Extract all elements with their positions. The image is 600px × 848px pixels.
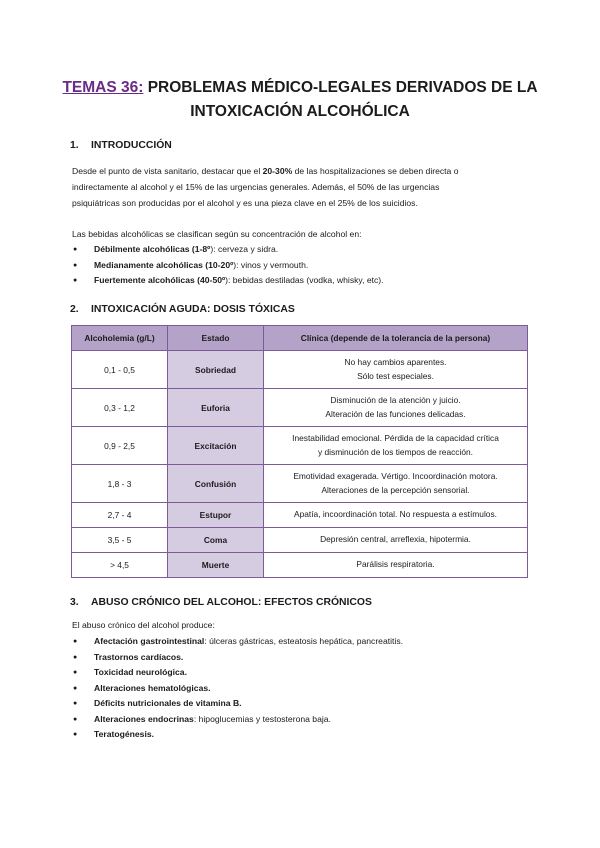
list-item: ● Afectación gastrointestinal: úlceras gástricas, esteatosis hepática, pancreatitis. <box>72 634 403 650</box>
header-clinica: Clínica (depende de la tolerancia de la persona) <box>264 326 528 351</box>
chronic-intro: El abuso crónico del alcohol produce: <box>72 620 215 630</box>
list-item: ● Déficits nutricionales de vitamina B. <box>72 696 403 712</box>
list-item: ● Trastornos cardíacos. <box>72 650 403 666</box>
table-row: 0,9 - 2,5 Excitación Inestabilidad emocional. Pérdida de la capacidad crítica y disminución de los tiempos de reacción. <box>72 427 528 465</box>
header-alcoholemia: Alcoholemia (g/L) <box>72 326 168 351</box>
list-item: ● Fuertemente alcohólicas (40-50º): bebidas destiladas (vodka, whisky, etc). <box>72 273 384 289</box>
page-title <box>40 76 560 124</box>
list-item: ● Teratogénesis. <box>72 727 403 743</box>
beverage-list <box>72 242 384 289</box>
classification-paragraph: Las bebidas alcohólicas se clasifican según su concentración de alcohol en: <box>72 229 362 239</box>
toxic-doses-table <box>71 325 528 578</box>
list-item: ● Toxicidad neurológica. <box>72 665 403 681</box>
table-header-row <box>72 326 528 351</box>
table-row: 0,3 - 1,2 Euforia Disminución de la atención y juicio. Alteración de las funciones delicadas. <box>72 389 528 427</box>
chronic-effects-list <box>72 634 403 743</box>
title-line-1: PROBLEMAS MÉDICO-LEGALES DERIVADOS DE LA <box>147 79 538 96</box>
section-heading-intro: 1. INTRODUCCIÓN <box>70 140 172 151</box>
list-item: ● Medianamente alcohólicas (10-20º): vinos y vermouth. <box>72 258 384 274</box>
list-item: ● Alteraciones endocrinas: hipoglucemias y testosterona baja. <box>72 712 403 728</box>
table-row: 3,5 - 5 Coma Depresión central, arreflexia, hipotermia. <box>72 528 528 553</box>
table-row: 1,8 - 3 Confusión Emotividad exagerada. Vértigo. Incoordinación motora. Alteraciones de la percepción sensorial. <box>72 465 528 503</box>
table-row: > 4,5 Muerte Parálisis respiratoria. <box>72 553 528 578</box>
intro-paragraph: Desde el punto de vista sanitario, destacar que el 20-30% de las hospitalizaciones se deben directa o indirectamente al alcohol y el 15% de las urgencias generales. Además, el 50% de las urgencias psiquiátricas son producidas por el alcohol y es una pieza clave en el 25% de los suicidios. <box>72 166 459 208</box>
table-row: 2,7 - 4 Estupor Apatía, incoordinación total. No respuesta a estímulos. <box>72 503 528 528</box>
table-row: 0,1 - 0,5 Sobriedad No hay cambios aparentes. Sólo test especiales. <box>72 351 528 389</box>
header-estado: Estado <box>168 326 264 351</box>
title-line-2: INTOXICACIÓN ALCOHÓLICA <box>190 103 410 120</box>
list-item: ● Alteraciones hematológicas. <box>72 681 403 697</box>
section-heading-cronico: 3. ABUSO CRÓNICO DEL ALCOHOL: EFECTOS CRÓNICOS <box>70 597 372 608</box>
section-heading-aguda: 2. INTOXICACIÓN AGUDA: DOSIS TÓXICAS <box>70 304 295 315</box>
list-item: ● Débilmente alcohólicas (1-8º): cerveza y sidra. <box>72 242 384 258</box>
title-tag: TEMAS 36: <box>62 79 144 96</box>
